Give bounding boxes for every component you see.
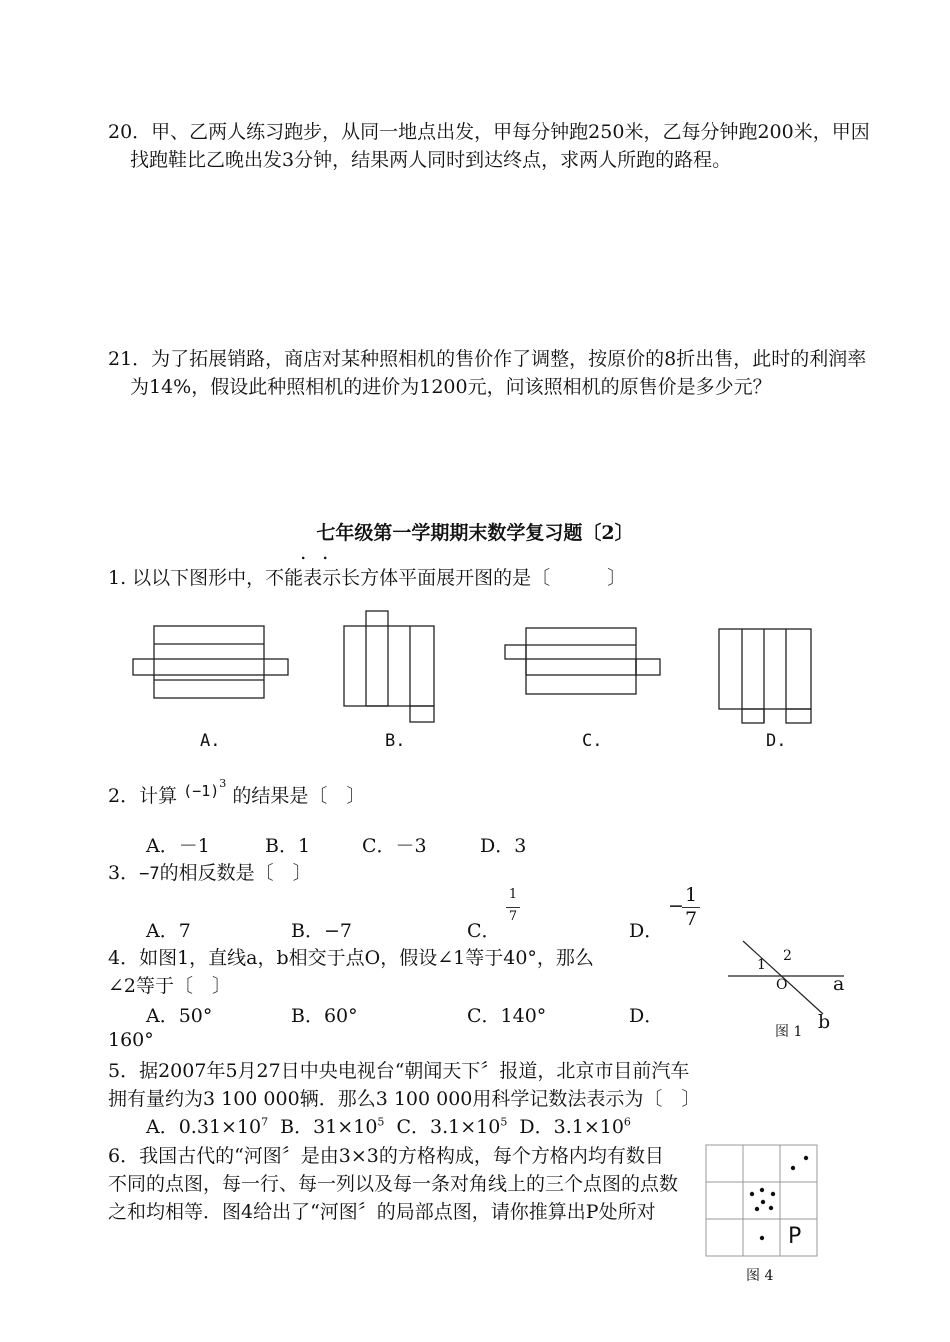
figure-a [130,622,290,702]
q5-option-d: D．3.1×10 [519,1116,624,1138]
figure-label-c: C. [582,731,603,751]
emphasis-dot: . [300,540,307,564]
q5-options [146,1112,631,1139]
fraction-denominator: 7 [684,908,698,930]
fraction-numerator: 1 [684,884,698,906]
question-20: 20．甲、乙两人练习跑步，从同一地点出发，甲每分钟跑250米，乙每分钟跑200米，甲因找跑鞋比乙晚出发3分钟，结果两人同时到达终点，求两人所跑的路程。 [108,121,870,171]
question-1: 1. 以以下图形中，不能表示长方体平面展开图的是〔 〕 [108,567,627,589]
q5-option-a: A．0.31×10 [146,1116,262,1138]
q3-suffix: 的相反数是〔 〕 [159,862,312,884]
figure-label-b: B. [385,731,406,751]
fig1-line-b: b [818,1011,831,1033]
q2-prefix: 2．计算 [108,785,178,807]
fraction-numerator: 1 [508,887,518,902]
fig1-caption: 图 1 [775,1024,803,1040]
q5-option-c: C．3.1×10 [396,1116,501,1138]
q2-suffix: 的结果是〔 〕 [232,785,366,807]
fraction-denominator: 7 [508,909,518,924]
question-6-line-2: 不同的点图，每一行、每一列以及每一条对角线上的三个点图的点数 [108,1173,679,1195]
figure-b [340,608,440,726]
question-4-line-2: ∠2等于〔 〕 [108,975,232,997]
question-6-line-1: 6．我国古代的“河图〞是由3×3的方格构成，每个方格内均有数目 [108,1145,664,1167]
fig1-angle-1: 1 [757,957,766,973]
q3-option-c: C． [467,920,501,942]
q2-exponent: 3 [219,776,227,790]
q3-prefix: 3． [108,862,140,884]
q5-option-b-exp: 5 [377,1115,385,1129]
figure-c [502,625,662,697]
fig1-point-o: O [776,977,788,993]
q4-option-b: B．60° [291,1005,358,1027]
fig1-angle-2: 2 [783,948,792,964]
q5-option-c-exp: 5 [500,1115,508,1129]
q2-option-a: A．－1 [146,835,210,857]
figure-d [716,627,816,727]
section-title: 七年级第一学期期末数学复习题〔2〕 [316,522,634,544]
q4-option-d-value: 160° [108,1029,154,1051]
question-3 [108,858,312,885]
q2-option-b: B．1 [265,835,311,857]
fig4-caption: 图 4 [746,1268,774,1284]
q3-option-b: B．−7 [291,920,352,942]
q3-option-d-fraction [682,884,700,930]
emphasis-dot: . [322,540,329,564]
figure-label-a: A. [200,731,221,751]
question-6-line-3: 之和均相等．图4给出了“河图〞的局部点图，请你推算出P处所对 [108,1201,656,1223]
q4-option-c: C．140° [467,1005,547,1027]
question-2 [108,776,366,808]
question-5-line-1: 5．据2007年5月27日中央电视台“朝闻天下〞报道，北京市目前汽车 [108,1060,690,1082]
q3-option-d: D． [629,920,664,942]
q2-expression: (−1) [183,782,220,800]
figure-label-d: D. [766,731,787,751]
q3-option-d-sign: − [668,895,684,917]
q3-option-c-fraction [505,886,521,926]
figure-4-grid [705,1144,819,1258]
question-21: 21．为了拓展销路，商店对某种照相机的售价作了调整，按原价的8折出售，此时的利润率为14%，假设此种照相机的进价为1200元，问该照相机的原售价是多少元？ [108,348,867,398]
q3-number: −7 [139,864,160,884]
q2-option-d: D．3 [480,835,527,857]
fig4-point-p: P [788,1224,802,1249]
q4-option-d: D． [629,1005,664,1027]
q3-option-a: A．7 [146,920,191,942]
fig1-line-a: a [833,973,845,995]
q4-option-a: A．50° [146,1005,213,1027]
q5-option-d-exp: 6 [623,1115,631,1129]
question-5-line-2: 拥有量约为3 100 000辆．那么3 100 000用科学记数法表示为〔 〕 [108,1088,701,1110]
question-4-line-1: 4．如图1，直线a，b相交于点O，假设∠1等于40°，那么 [108,947,594,969]
q5-option-b: B．31×10 [280,1116,378,1138]
q2-option-c: C．－3 [362,835,427,857]
q5-option-a-exp: 7 [261,1115,269,1129]
